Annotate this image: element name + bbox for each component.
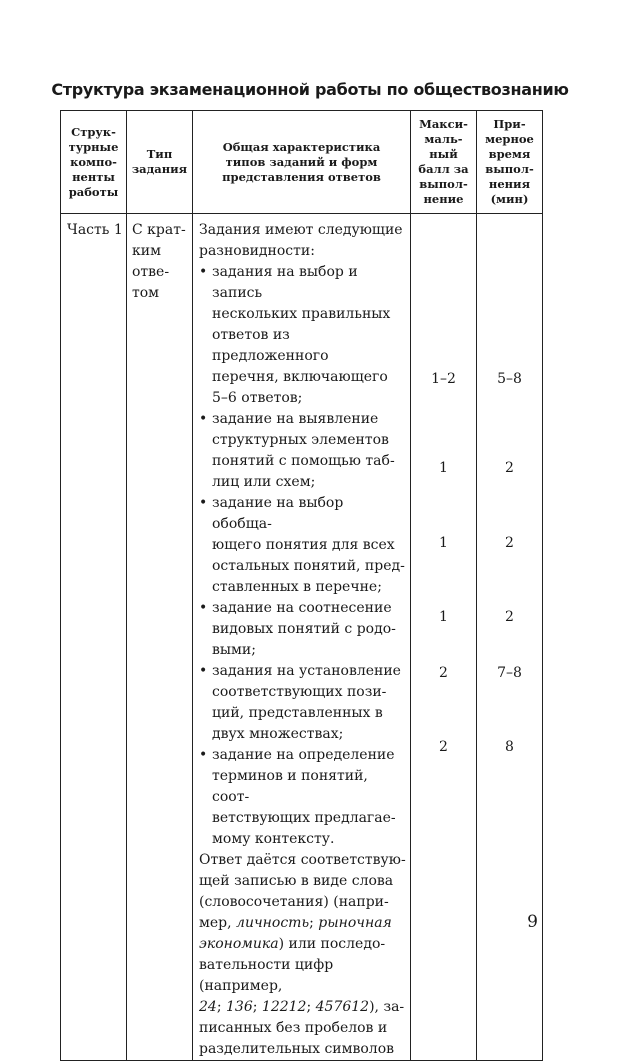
score-value: 1–2 [431, 371, 456, 387]
time-value: 8 [505, 739, 514, 755]
header-row [61, 111, 543, 214]
score-value: 1 [439, 535, 448, 551]
table-title: Структура экзаменационной работы по обществознанию [51, 80, 569, 99]
list-item: • задания на выбор и запись нескольких правильных ответов из предложенного перечня, включающего 5–6 ответов; [199, 262, 406, 409]
list-item: • задания на установление соответствующих пози- ций, представленных в двух множествах; [199, 661, 406, 745]
time-value: 2 [505, 535, 514, 551]
time-value: 2 [505, 609, 514, 625]
cell-times [477, 214, 543, 1061]
cell-type: С крат- ким отве- том [127, 214, 193, 1061]
answer-text: Ответ даётся соответствую- щей записью в виде слова (словосочетания) (напри- мер, личность; рыночная экономика) или последо- вательности цифр (например, 24; 136; 12212; 457612), за- писанных без пробелов и разделительных символов [199, 852, 406, 1057]
list-item: • задание на выбор обобща- ющего понятия для всех остальных понятий, пред- ставленных в перечне; [199, 493, 406, 598]
score-value: 2 [439, 665, 448, 681]
exam-structure-table [60, 110, 543, 1061]
header-components: Струк- турные компо- ненты работы [61, 111, 127, 214]
header-type: Тип задания [127, 111, 193, 214]
time-value: 5–8 [497, 371, 522, 387]
header-time: При- мерное время выпол- нения (мин) [477, 111, 543, 214]
score-value: 2 [439, 739, 448, 755]
page-number: 9 [527, 912, 538, 932]
cell-scores [411, 214, 477, 1061]
table-row [61, 214, 543, 1061]
task-list [199, 262, 406, 850]
cell-component: Часть 1 [61, 214, 127, 1061]
list-item: • задание на определение терминов и понятий, соот- ветствующих предлагае- мому контексту. [199, 745, 406, 850]
header-description: Общая характеристика типов заданий и форм представления ответов [193, 111, 411, 214]
time-value: 7–8 [497, 665, 522, 681]
score-value: 1 [439, 460, 448, 476]
header-max-score: Макси- маль- ный балл за выпол- нение [411, 111, 477, 214]
cell-description [193, 214, 411, 1061]
list-item: • задание на выявление структурных элементов понятий с помощью таб- лиц или схем; [199, 409, 406, 493]
time-value: 2 [505, 460, 514, 476]
score-value: 1 [439, 609, 448, 625]
intro-text: Задания имеют следующие разновидности: [199, 222, 403, 259]
list-item: • задание на соотнесение видовых понятий с родо- выми; [199, 598, 406, 661]
